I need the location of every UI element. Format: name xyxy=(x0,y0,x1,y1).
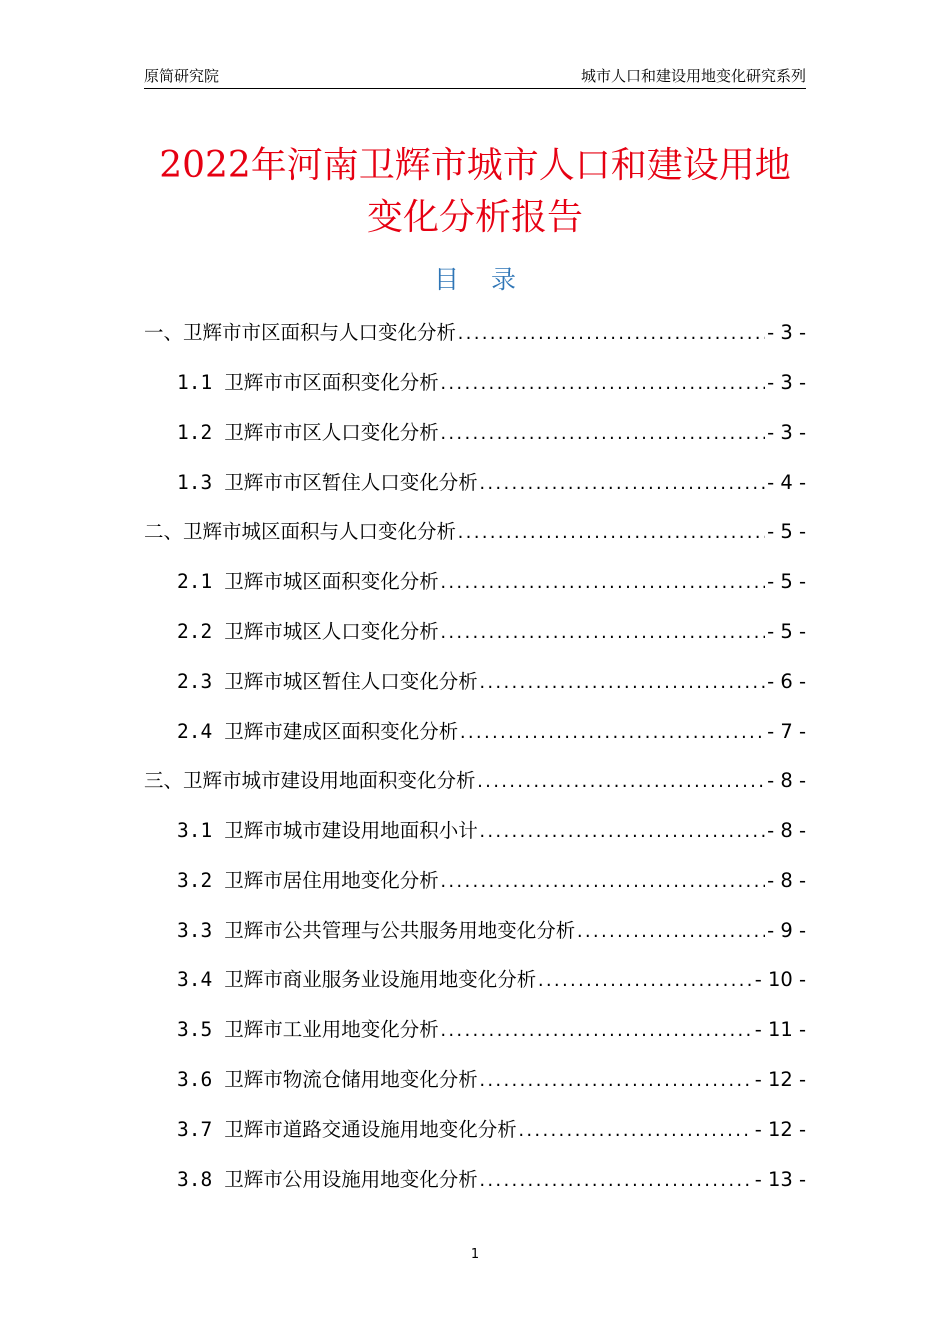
toc-entry-number: 2.1 xyxy=(177,570,213,593)
toc-entry-number: 3.5 xyxy=(177,1018,213,1041)
toc-entry-page: - 3 - xyxy=(767,321,806,344)
toc-entry-page: - 12 - xyxy=(754,1068,806,1091)
toc-dot-leader xyxy=(439,419,765,449)
toc-entry-number: 1.1 xyxy=(177,371,213,394)
toc-entry-page: - 10 - xyxy=(754,968,806,991)
toc-dot-leader xyxy=(439,568,765,598)
toc-entry-label: 三、卫辉市城市建设用地面积变化分析 xyxy=(144,769,476,792)
toc-entry-page: - 5 - xyxy=(767,620,806,643)
document-title-line-1: 2022年河南卫辉市城市人口和建设用地 xyxy=(159,145,791,186)
toc-dot-leader xyxy=(517,1116,753,1146)
toc-entry[interactable] xyxy=(177,667,806,697)
toc-heading: 目 录 xyxy=(434,265,528,294)
toc-dot-leader xyxy=(478,668,765,698)
toc-entry-page: - 8 - xyxy=(767,869,806,892)
toc-entry-label: 一、卫辉市市区面积与人口变化分析 xyxy=(144,321,457,344)
toc-entry-number: 3.1 xyxy=(177,819,213,842)
toc-entry[interactable] xyxy=(177,368,806,398)
toc-dot-leader xyxy=(478,469,765,499)
toc-entry[interactable] xyxy=(177,1065,806,1095)
toc-entry-number: 1.3 xyxy=(177,471,213,494)
toc-dot-leader xyxy=(478,1066,753,1096)
toc-entry-label: 卫辉市城区面积变化分析 xyxy=(224,570,439,593)
toc-entry[interactable] xyxy=(177,717,806,747)
header-divider xyxy=(144,88,806,89)
toc-entry-number: 2.4 xyxy=(177,720,213,743)
toc-entry-label: 卫辉市市区人口变化分析 xyxy=(224,421,439,444)
toc-dot-leader xyxy=(458,718,765,748)
toc-entry-number: 2.2 xyxy=(177,620,213,643)
toc-entry[interactable] xyxy=(177,617,806,647)
toc-entry-number: 3.8 xyxy=(177,1168,213,1191)
toc-dot-leader xyxy=(575,917,765,947)
toc-entry-label: 卫辉市公共管理与公共服务用地变化分析 xyxy=(224,919,576,942)
toc-entry[interactable] xyxy=(177,468,806,498)
toc-entry-page: - 9 - xyxy=(767,919,806,942)
toc-dot-leader xyxy=(439,618,765,648)
document-title-line-2: 变化分析报告 xyxy=(366,197,583,238)
toc-dot-leader xyxy=(478,1166,753,1196)
toc-dot-leader xyxy=(536,966,752,996)
toc-entry-label: 卫辉市商业服务业设施用地变化分析 xyxy=(224,968,537,991)
toc-entry-page: - 12 - xyxy=(754,1118,806,1141)
toc-entry[interactable] xyxy=(177,816,806,846)
toc-entry-label: 二、卫辉市城区面积与人口变化分析 xyxy=(144,520,457,543)
toc-entry-label: 卫辉市公用设施用地变化分析 xyxy=(224,1168,478,1191)
toc-entry[interactable] xyxy=(144,517,806,547)
toc-entry[interactable] xyxy=(177,866,806,896)
toc-entry-page: - 8 - xyxy=(767,769,806,792)
toc-entry[interactable] xyxy=(144,318,806,348)
toc-entry[interactable] xyxy=(177,1015,806,1045)
toc-entry-page: - 5 - xyxy=(767,520,806,543)
toc-entry[interactable] xyxy=(177,965,806,995)
toc-entry-number: 3.2 xyxy=(177,869,213,892)
header-series-title: 城市人口和建设用地变化研究系列 xyxy=(580,67,806,85)
toc-entry-label: 卫辉市物流仓储用地变化分析 xyxy=(224,1068,478,1091)
toc-entry[interactable] xyxy=(177,418,806,448)
toc-entry-label: 卫辉市城区暂住人口变化分析 xyxy=(224,670,478,693)
toc-entry-label: 卫辉市建成区面积变化分析 xyxy=(224,720,459,743)
toc-dot-leader xyxy=(456,518,765,548)
toc-entry-label: 卫辉市市区暂住人口变化分析 xyxy=(224,471,478,494)
toc-entry-page: - 7 - xyxy=(767,720,806,743)
toc-entry-label: 卫辉市城市建设用地面积小计 xyxy=(224,819,478,842)
toc-entry-number: 3.3 xyxy=(177,919,213,942)
toc-entry-number: 3.6 xyxy=(177,1068,213,1091)
toc-dot-leader xyxy=(476,767,766,797)
toc-entry[interactable] xyxy=(177,567,806,597)
toc-entry-label: 卫辉市居住用地变化分析 xyxy=(224,869,439,892)
toc-dot-leader xyxy=(439,369,765,399)
toc-entry[interactable] xyxy=(177,1165,806,1195)
page-number: 1 xyxy=(470,1247,480,1262)
toc-entry-label: 卫辉市道路交通设施用地变化分析 xyxy=(224,1118,517,1141)
toc-entry-page: - 8 - xyxy=(767,819,806,842)
toc-entry-page: - 4 - xyxy=(767,471,806,494)
toc-entry-page: - 3 - xyxy=(767,421,806,444)
toc-entry-number: 3.4 xyxy=(177,968,213,991)
document-title xyxy=(120,140,830,244)
toc-entry[interactable] xyxy=(177,1115,806,1145)
toc-dot-leader xyxy=(439,1016,753,1046)
toc-entry-label: 卫辉市工业用地变化分析 xyxy=(224,1018,439,1041)
toc-entry-number: 2.3 xyxy=(177,670,213,693)
toc-entry-number: 1.2 xyxy=(177,421,213,444)
toc-entry-number: 3.7 xyxy=(177,1118,213,1141)
toc-entry-page: - 6 - xyxy=(767,670,806,693)
toc-dot-leader xyxy=(456,319,765,349)
toc-dot-leader xyxy=(478,817,765,847)
toc-entry-page: - 5 - xyxy=(767,570,806,593)
toc-entry-page: - 11 - xyxy=(754,1018,806,1041)
toc-entry[interactable] xyxy=(177,916,806,946)
toc-entry-label: 卫辉市市区面积变化分析 xyxy=(224,371,439,394)
toc-entry[interactable] xyxy=(144,766,806,796)
toc-dot-leader xyxy=(439,867,765,897)
header-organization: 原简研究院 xyxy=(144,67,220,85)
toc-entry-page: - 3 - xyxy=(767,371,806,394)
toc-entry-label: 卫辉市城区人口变化分析 xyxy=(224,620,439,643)
toc-entry-page: - 13 - xyxy=(754,1168,806,1191)
